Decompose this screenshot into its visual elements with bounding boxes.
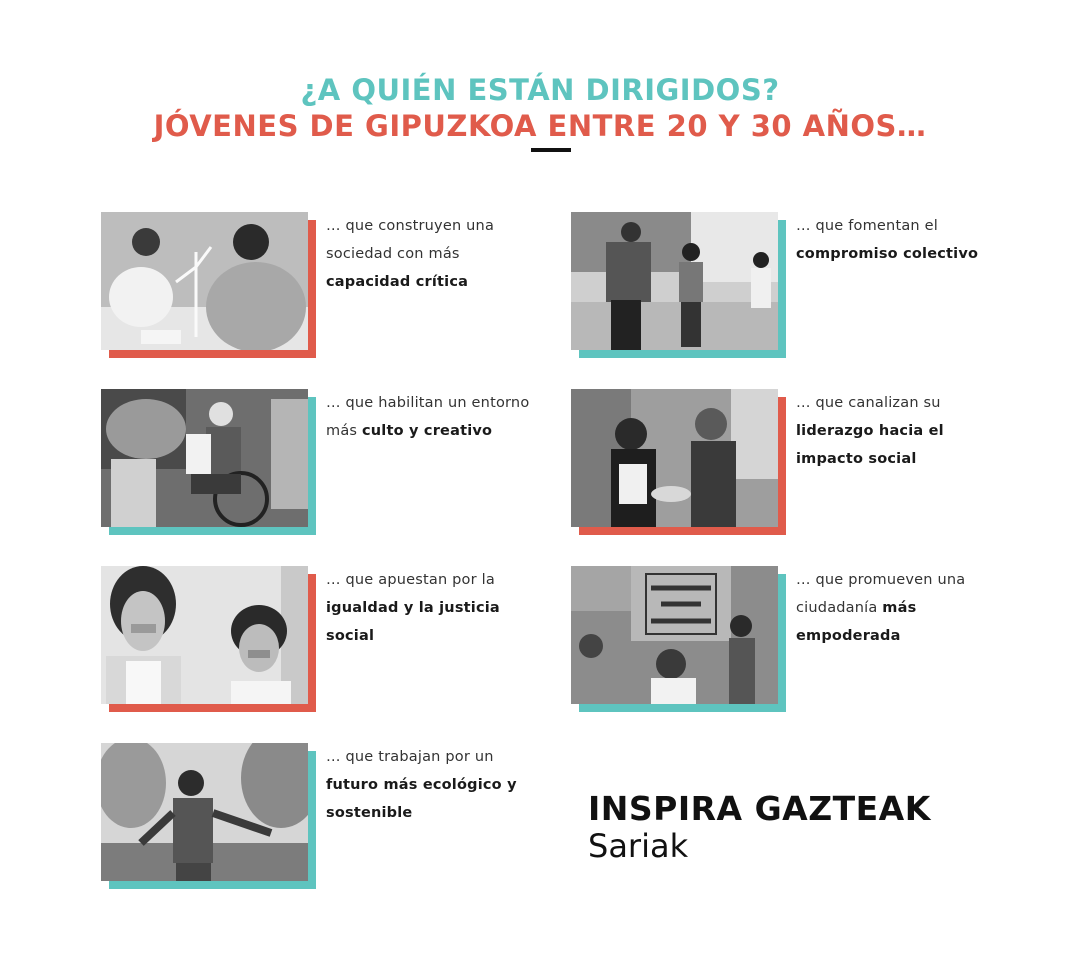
card-empowered-citizenship: [571, 566, 1021, 716]
card-text: … que habilitan un entorno más culto y creativo: [326, 395, 530, 439]
photo-protest-sign: [571, 566, 778, 704]
card-collective-commitment: [571, 212, 1021, 362]
brand-subtitle: Sariak: [588, 827, 689, 865]
card-culture-creativity: [101, 389, 551, 539]
heading-question: ¿A QUIÉN ESTÁN DIRIGIDOS?: [300, 73, 780, 107]
photo-street-handshake: [571, 212, 778, 350]
heading-divider: [531, 148, 571, 152]
photo-women-holding-hands: [571, 389, 778, 527]
card-text: … que canalizan su liderazgo hacia el impacto social: [796, 395, 944, 467]
heading-target-audience: JÓVENES DE GIPUZKOA ENTRE 20 Y 30 AÑOS…: [153, 109, 927, 143]
header: [0, 72, 1080, 144]
card-text: … que fomentan el compromiso colectivo: [796, 218, 979, 262]
photo-wheelchair-artist: [101, 389, 308, 527]
card-social-leadership: [571, 389, 1021, 539]
brand-title: INSPIRA GAZTEAK: [588, 789, 931, 828]
card-text: … que construyen una sociedad con más capacidad crítica: [326, 218, 495, 290]
photo-volunteer-forest: [101, 743, 308, 881]
card-text: … que promueven una ciudadanía más empoderada: [796, 572, 966, 644]
photo-two-youths-taped-mouths: [101, 566, 308, 704]
card-ecological-future: [101, 743, 551, 893]
brand-logo: [588, 790, 931, 864]
card-text: … que trabajan por un futuro más ecológico y sostenible: [326, 749, 517, 821]
card-equality-justice: [101, 566, 551, 716]
card-text: … que apuestan por la igualdad y la justicia social: [326, 572, 500, 644]
photo-child-adult-wind-turbine: [101, 212, 308, 350]
card-critical-capacity: [101, 212, 551, 362]
